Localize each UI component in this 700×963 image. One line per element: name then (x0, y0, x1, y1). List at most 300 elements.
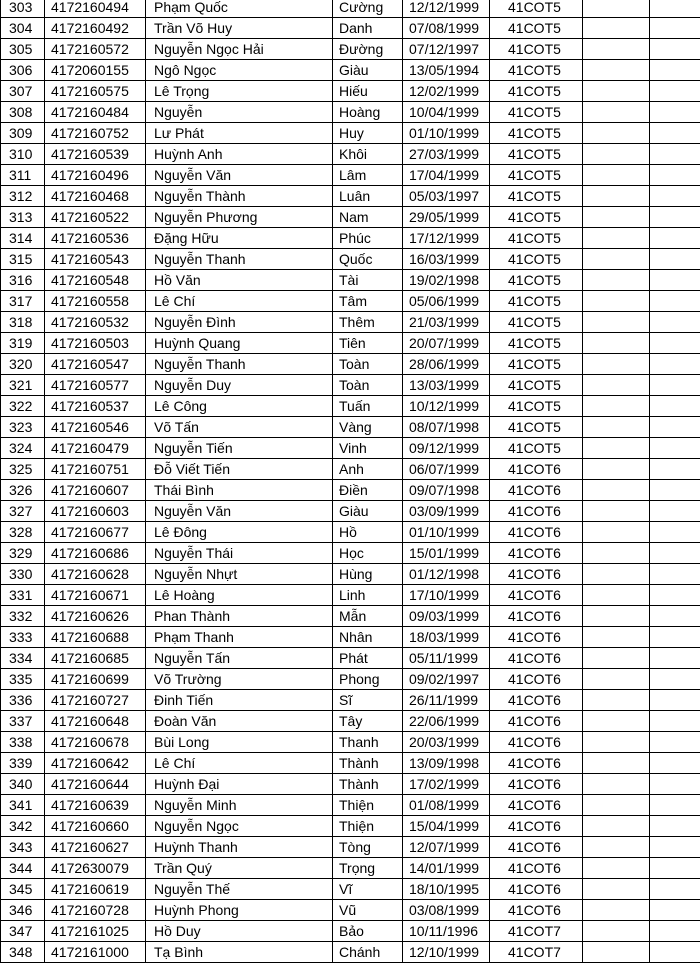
class-cell: 41COT7 (490, 921, 583, 942)
row-number-cell: 318 (1, 312, 45, 333)
row-number-cell: 336 (1, 690, 45, 711)
birth-date-cell: 19/02/1998 (403, 270, 490, 291)
surname-cell: Huỳnh Đại (146, 774, 333, 795)
table-row (1, 879, 700, 900)
birth-date-cell: 18/10/1995 (403, 879, 490, 900)
student-id-cell: 4172161000 (45, 942, 146, 963)
student-id-cell: 4172160547 (45, 354, 146, 375)
table-row (1, 900, 700, 921)
student-id-cell: 4172160671 (45, 585, 146, 606)
empty-cell (650, 312, 700, 333)
empty-cell (650, 249, 700, 270)
row-number-cell: 332 (1, 606, 45, 627)
birth-date-cell: 10/11/1996 (403, 921, 490, 942)
row-number-cell: 304 (1, 18, 45, 39)
table-row (1, 585, 700, 606)
empty-cell (650, 690, 700, 711)
table-row (1, 354, 700, 375)
row-number-cell: 321 (1, 375, 45, 396)
row-number-cell: 344 (1, 858, 45, 879)
empty-cell (650, 186, 700, 207)
surname-cell: Huỳnh Phong (146, 900, 333, 921)
empty-cell (650, 270, 700, 291)
empty-cell (583, 102, 650, 123)
row-number-cell: 340 (1, 774, 45, 795)
table-row (1, 564, 700, 585)
birth-date-cell: 18/03/1999 (403, 627, 490, 648)
empty-cell (650, 648, 700, 669)
birth-date-cell: 17/04/1999 (403, 165, 490, 186)
given-name-cell: Học (333, 543, 403, 564)
table-row (1, 816, 700, 837)
class-cell: 41COT5 (490, 375, 583, 396)
student-id-cell: 4172160677 (45, 522, 146, 543)
row-number-cell: 323 (1, 417, 45, 438)
birth-date-cell: 12/12/1999 (403, 0, 490, 18)
empty-cell (583, 816, 650, 837)
empty-cell (583, 900, 650, 921)
empty-cell (650, 627, 700, 648)
birth-date-cell: 07/08/1999 (403, 18, 490, 39)
table-row (1, 795, 700, 816)
empty-cell (583, 627, 650, 648)
empty-cell (583, 396, 650, 417)
table-row (1, 39, 700, 60)
surname-cell: Phạm Quốc (146, 0, 333, 18)
student-id-cell: 4172160688 (45, 627, 146, 648)
student-id-cell: 4172160496 (45, 165, 146, 186)
table-row (1, 60, 700, 81)
surname-cell: Đặng Hữu (146, 228, 333, 249)
student-id-cell: 4172160751 (45, 459, 146, 480)
class-cell: 41COT6 (490, 606, 583, 627)
birth-date-cell: 06/07/1999 (403, 459, 490, 480)
table-row (1, 648, 700, 669)
birth-date-cell: 20/03/1999 (403, 732, 490, 753)
table-row (1, 333, 700, 354)
empty-cell (650, 711, 700, 732)
surname-cell: Nguyễn Nhựt (146, 564, 333, 585)
surname-cell: Nguyễn Ngọc Hải (146, 39, 333, 60)
class-cell: 41COT5 (490, 438, 583, 459)
row-number-cell: 306 (1, 60, 45, 81)
class-cell: 41COT5 (490, 207, 583, 228)
birth-date-cell: 15/01/1999 (403, 543, 490, 564)
row-number-cell: 338 (1, 732, 45, 753)
given-name-cell: Hồ (333, 522, 403, 543)
empty-cell (583, 333, 650, 354)
student-id-cell: 4172160539 (45, 144, 146, 165)
given-name-cell: Tuấn (333, 396, 403, 417)
given-name-cell: Toàn (333, 375, 403, 396)
empty-cell (583, 228, 650, 249)
given-name-cell: Thành (333, 753, 403, 774)
empty-cell (583, 354, 650, 375)
empty-cell (583, 480, 650, 501)
birth-date-cell: 27/03/1999 (403, 144, 490, 165)
table-row (1, 102, 700, 123)
surname-cell: Nguyễn Tiến (146, 438, 333, 459)
table-row (1, 501, 700, 522)
class-cell: 41COT5 (490, 333, 583, 354)
empty-cell (650, 354, 700, 375)
empty-cell (583, 606, 650, 627)
empty-cell (583, 60, 650, 81)
empty-cell (650, 942, 700, 963)
birth-date-cell: 14/01/1999 (403, 858, 490, 879)
given-name-cell: Cường (333, 0, 403, 18)
empty-cell (583, 459, 650, 480)
class-cell: 41COT6 (490, 690, 583, 711)
birth-date-cell: 13/03/1999 (403, 375, 490, 396)
empty-cell (650, 606, 700, 627)
row-number-cell: 307 (1, 81, 45, 102)
given-name-cell: Quốc (333, 249, 403, 270)
empty-cell (650, 669, 700, 690)
birth-date-cell: 10/12/1999 (403, 396, 490, 417)
empty-cell (650, 795, 700, 816)
student-id-cell: 4172160660 (45, 816, 146, 837)
birth-date-cell: 01/08/1999 (403, 795, 490, 816)
birth-date-cell: 08/07/1998 (403, 417, 490, 438)
empty-cell (650, 858, 700, 879)
table-row (1, 396, 700, 417)
empty-cell (650, 375, 700, 396)
surname-cell: Lê Chí (146, 291, 333, 312)
row-number-cell: 335 (1, 669, 45, 690)
given-name-cell: Huy (333, 123, 403, 144)
row-number-cell: 314 (1, 228, 45, 249)
table-row (1, 270, 700, 291)
birth-date-cell: 10/04/1999 (403, 102, 490, 123)
row-number-cell: 333 (1, 627, 45, 648)
surname-cell: Lê Công (146, 396, 333, 417)
class-cell: 41COT6 (490, 480, 583, 501)
birth-date-cell: 09/02/1997 (403, 669, 490, 690)
given-name-cell: Linh (333, 585, 403, 606)
given-name-cell: Tài (333, 270, 403, 291)
empty-cell (583, 690, 650, 711)
student-id-cell: 4172160494 (45, 0, 146, 18)
surname-cell: Nguyễn Minh (146, 795, 333, 816)
student-id-cell: 4172160642 (45, 753, 146, 774)
student-id-cell: 4172160644 (45, 774, 146, 795)
empty-cell (583, 501, 650, 522)
student-id-cell: 4172160575 (45, 81, 146, 102)
birth-date-cell: 03/08/1999 (403, 900, 490, 921)
surname-cell: Trần Võ Huy (146, 18, 333, 39)
empty-cell (650, 123, 700, 144)
given-name-cell: Điền (333, 480, 403, 501)
table-row (1, 186, 700, 207)
surname-cell: Phan Thành (146, 606, 333, 627)
given-name-cell: Phong (333, 669, 403, 690)
surname-cell: Nguyễn Thế (146, 879, 333, 900)
student-id-cell: 4172630079 (45, 858, 146, 879)
row-number-cell: 319 (1, 333, 45, 354)
empty-cell (583, 0, 650, 18)
student-id-cell: 4172160522 (45, 207, 146, 228)
class-cell: 41COT6 (490, 732, 583, 753)
birth-date-cell: 12/02/1999 (403, 81, 490, 102)
empty-cell (583, 732, 650, 753)
student-id-cell: 4172160468 (45, 186, 146, 207)
class-cell: 41COT6 (490, 753, 583, 774)
given-name-cell: Hoàng (333, 102, 403, 123)
empty-cell (583, 270, 650, 291)
surname-cell: Lê Đông (146, 522, 333, 543)
student-id-cell: 4172160546 (45, 417, 146, 438)
surname-cell: Lư Phát (146, 123, 333, 144)
row-number-cell: 303 (1, 0, 45, 18)
class-cell: 41COT5 (490, 186, 583, 207)
given-name-cell: Khôi (333, 144, 403, 165)
empty-cell (583, 585, 650, 606)
class-cell: 41COT5 (490, 354, 583, 375)
row-number-cell: 327 (1, 501, 45, 522)
given-name-cell: Thêm (333, 312, 403, 333)
class-cell: 41COT6 (490, 543, 583, 564)
surname-cell: Phạm Thanh (146, 627, 333, 648)
given-name-cell: Vinh (333, 438, 403, 459)
empty-cell (583, 858, 650, 879)
table-row (1, 774, 700, 795)
empty-cell (650, 60, 700, 81)
table-row (1, 711, 700, 732)
empty-cell (650, 165, 700, 186)
empty-cell (583, 543, 650, 564)
birth-date-cell: 01/12/1998 (403, 564, 490, 585)
table-row (1, 543, 700, 564)
surname-cell: Nguyễn Thành (146, 186, 333, 207)
row-number-cell: 317 (1, 291, 45, 312)
table-row (1, 837, 700, 858)
row-number-cell: 313 (1, 207, 45, 228)
surname-cell: Lê Hoàng (146, 585, 333, 606)
empty-cell (650, 774, 700, 795)
empty-cell (650, 480, 700, 501)
empty-cell (650, 228, 700, 249)
table-row (1, 375, 700, 396)
table-row (1, 291, 700, 312)
given-name-cell: Tâm (333, 291, 403, 312)
birth-date-cell: 09/03/1999 (403, 606, 490, 627)
empty-cell (650, 81, 700, 102)
empty-cell (583, 417, 650, 438)
empty-cell (583, 438, 650, 459)
table-row (1, 123, 700, 144)
empty-cell (650, 102, 700, 123)
empty-cell (650, 585, 700, 606)
empty-cell (650, 144, 700, 165)
given-name-cell: Sĩ (333, 690, 403, 711)
empty-cell (583, 522, 650, 543)
given-name-cell: Phúc (333, 228, 403, 249)
given-name-cell: Chánh (333, 942, 403, 963)
surname-cell: Thái Bình (146, 480, 333, 501)
empty-cell (583, 564, 650, 585)
surname-cell: Nguyễn Ngọc (146, 816, 333, 837)
surname-cell: Huỳnh Thanh (146, 837, 333, 858)
row-number-cell: 311 (1, 165, 45, 186)
row-number-cell: 331 (1, 585, 45, 606)
given-name-cell: Hùng (333, 564, 403, 585)
table-row (1, 165, 700, 186)
row-number-cell: 322 (1, 396, 45, 417)
row-number-cell: 312 (1, 186, 45, 207)
empty-cell (583, 249, 650, 270)
row-number-cell: 316 (1, 270, 45, 291)
class-cell: 41COT5 (490, 396, 583, 417)
row-number-cell: 308 (1, 102, 45, 123)
given-name-cell: Nhân (333, 627, 403, 648)
class-cell: 41COT5 (490, 123, 583, 144)
empty-cell (650, 333, 700, 354)
empty-cell (650, 18, 700, 39)
birth-date-cell: 05/06/1999 (403, 291, 490, 312)
birth-date-cell: 09/07/1998 (403, 480, 490, 501)
row-number-cell: 348 (1, 942, 45, 963)
row-number-cell: 337 (1, 711, 45, 732)
empty-cell (650, 879, 700, 900)
empty-cell (650, 438, 700, 459)
surname-cell: Nguyễn (146, 102, 333, 123)
row-number-cell: 325 (1, 459, 45, 480)
empty-cell (583, 795, 650, 816)
class-cell: 41COT5 (490, 81, 583, 102)
given-name-cell: Đường (333, 39, 403, 60)
table-row (1, 249, 700, 270)
table-row (1, 207, 700, 228)
surname-cell: Nguyễn Văn (146, 501, 333, 522)
surname-cell: Nguyễn Đình (146, 312, 333, 333)
class-cell: 41COT6 (490, 627, 583, 648)
student-id-cell: 4172160727 (45, 690, 146, 711)
empty-cell (650, 522, 700, 543)
empty-cell (583, 123, 650, 144)
birth-date-cell: 09/12/1999 (403, 438, 490, 459)
birth-date-cell: 01/10/1999 (403, 522, 490, 543)
given-name-cell: Trọng (333, 858, 403, 879)
given-name-cell: Lâm (333, 165, 403, 186)
class-cell: 41COT5 (490, 60, 583, 81)
empty-cell (583, 711, 650, 732)
class-cell: 41COT6 (490, 585, 583, 606)
table-body (1, 0, 700, 963)
student-id-cell: 4172160558 (45, 291, 146, 312)
student-id-cell: 4172160532 (45, 312, 146, 333)
row-number-cell: 334 (1, 648, 45, 669)
student-id-cell: 4172160619 (45, 879, 146, 900)
empty-cell (583, 375, 650, 396)
class-cell: 41COT6 (490, 816, 583, 837)
empty-cell (583, 39, 650, 60)
surname-cell: Huỳnh Anh (146, 144, 333, 165)
table-row (1, 228, 700, 249)
empty-cell (650, 39, 700, 60)
table-row (1, 732, 700, 753)
class-cell: 41COT5 (490, 18, 583, 39)
surname-cell: Nguyễn Thái (146, 543, 333, 564)
row-number-cell: 347 (1, 921, 45, 942)
empty-cell (583, 921, 650, 942)
empty-cell (583, 18, 650, 39)
student-id-cell: 4172160484 (45, 102, 146, 123)
given-name-cell: Thiện (333, 816, 403, 837)
class-cell: 41COT5 (490, 102, 583, 123)
birth-date-cell: 12/10/1999 (403, 942, 490, 963)
class-cell: 41COT5 (490, 39, 583, 60)
empty-cell (650, 207, 700, 228)
student-id-cell: 4172160628 (45, 564, 146, 585)
table-row (1, 459, 700, 480)
class-cell: 41COT5 (490, 165, 583, 186)
class-cell: 41COT6 (490, 501, 583, 522)
empty-cell (650, 0, 700, 18)
student-id-cell: 4172160503 (45, 333, 146, 354)
empty-cell (650, 837, 700, 858)
birth-date-cell: 21/03/1999 (403, 312, 490, 333)
given-name-cell: Anh (333, 459, 403, 480)
class-cell: 41COT6 (490, 900, 583, 921)
birth-date-cell: 05/03/1997 (403, 186, 490, 207)
surname-cell: Lê Chí (146, 753, 333, 774)
birth-date-cell: 12/07/1999 (403, 837, 490, 858)
class-cell: 41COT5 (490, 0, 583, 18)
table-row (1, 18, 700, 39)
given-name-cell: Luân (333, 186, 403, 207)
student-id-cell: 4172160678 (45, 732, 146, 753)
empty-cell (583, 144, 650, 165)
given-name-cell: Thiện (333, 795, 403, 816)
empty-cell (650, 417, 700, 438)
empty-cell (650, 816, 700, 837)
table-row (1, 690, 700, 711)
table-row (1, 858, 700, 879)
row-number-cell: 310 (1, 144, 45, 165)
row-number-cell: 339 (1, 753, 45, 774)
surname-cell: Huỳnh Quang (146, 333, 333, 354)
class-cell: 41COT6 (490, 837, 583, 858)
surname-cell: Nguyễn Thanh (146, 249, 333, 270)
empty-cell (650, 291, 700, 312)
class-cell: 41COT5 (490, 291, 583, 312)
empty-cell (583, 879, 650, 900)
empty-cell (650, 753, 700, 774)
surname-cell: Võ Trường (146, 669, 333, 690)
class-cell: 41COT6 (490, 879, 583, 900)
empty-cell (583, 165, 650, 186)
class-cell: 41COT5 (490, 417, 583, 438)
given-name-cell: Tây (333, 711, 403, 732)
row-number-cell: 326 (1, 480, 45, 501)
birth-date-cell: 22/06/1999 (403, 711, 490, 732)
surname-cell: Ngô Ngọc (146, 60, 333, 81)
given-name-cell: Nam (333, 207, 403, 228)
student-id-cell: 4172160607 (45, 480, 146, 501)
surname-cell: Đinh Tiến (146, 690, 333, 711)
table-row (1, 942, 700, 963)
table-row (1, 144, 700, 165)
student-id-cell: 4172160577 (45, 375, 146, 396)
surname-cell: Nguyễn Tấn (146, 648, 333, 669)
row-number-cell: 324 (1, 438, 45, 459)
table-row (1, 417, 700, 438)
student-id-cell: 4172160648 (45, 711, 146, 732)
student-id-cell: 4172160492 (45, 18, 146, 39)
student-id-cell: 4172160572 (45, 39, 146, 60)
given-name-cell: Giàu (333, 60, 403, 81)
